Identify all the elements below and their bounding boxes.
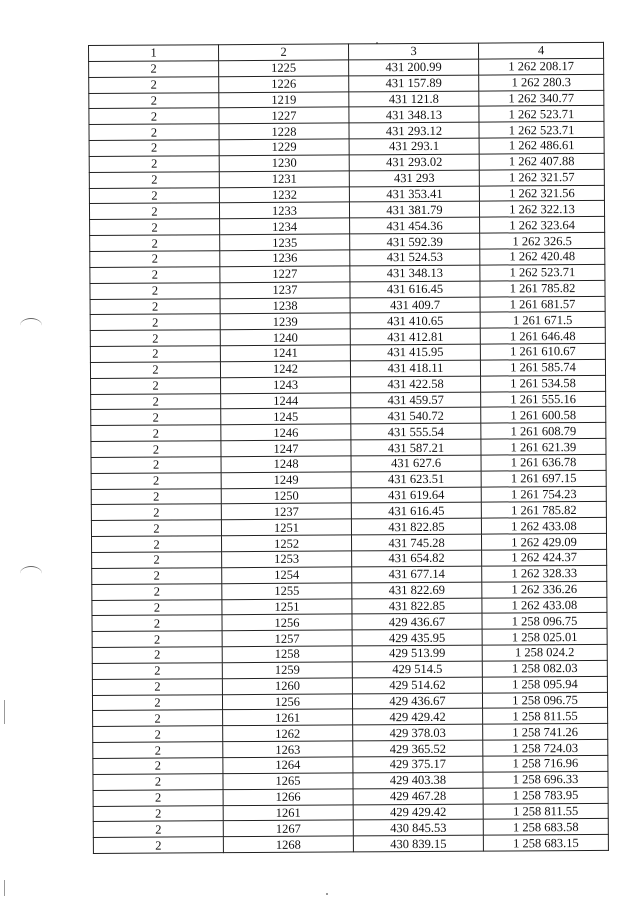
y-coordinate-cell: 1 258 096.75	[482, 692, 607, 709]
section-cell: 2	[90, 330, 220, 347]
point-number-cell: 1227	[220, 266, 350, 283]
point-number-cell: 1253	[222, 551, 352, 568]
x-coordinate-cell: 431 745.28	[351, 534, 481, 551]
point-number-cell: 1234	[220, 218, 350, 235]
x-coordinate-cell: 429 514.62	[352, 677, 482, 694]
y-coordinate-cell: 1 258 683.15	[483, 835, 608, 852]
section-cell: 2	[93, 837, 223, 854]
x-coordinate-cell: 429 514.5	[352, 661, 482, 678]
point-number-cell: 1226	[219, 76, 349, 93]
point-number-cell: 1227	[219, 107, 349, 124]
x-coordinate-cell: 429 375.17	[353, 756, 483, 773]
section-cell: 2	[89, 171, 219, 188]
y-coordinate-cell: 1 261 621.39	[481, 438, 606, 455]
section-cell: 2	[93, 726, 223, 743]
y-coordinate-cell: 1 258 811.55	[483, 803, 608, 820]
point-number-cell: 1264	[223, 757, 353, 774]
section-cell: 2	[89, 92, 219, 109]
y-coordinate-cell: 1 261 600.58	[481, 407, 606, 424]
y-coordinate-cell: 1 262 523.71	[479, 106, 604, 123]
y-coordinate-cell: 1 261 754.23	[481, 486, 606, 503]
point-number-cell: 1267	[223, 820, 353, 837]
x-coordinate-cell: 431 654.82	[352, 550, 482, 567]
x-coordinate-cell: 431 619.64	[351, 487, 481, 504]
x-coordinate-cell: 431 592.39	[350, 233, 480, 250]
y-coordinate-cell: 1 261 585.74	[480, 359, 605, 376]
section-cell: 2	[92, 694, 222, 711]
point-number-cell: 1233	[219, 202, 349, 219]
point-number-cell: 1230	[219, 155, 349, 172]
section-cell: 2	[91, 441, 221, 458]
x-coordinate-cell: 429 429.42	[353, 709, 483, 726]
binding-mark	[4, 880, 5, 896]
section-cell: 2	[93, 758, 223, 775]
y-coordinate-cell: 1 262 420.48	[480, 248, 605, 265]
section-cell: 2	[91, 425, 221, 442]
x-coordinate-cell: 431 422.58	[351, 376, 481, 393]
section-cell: 2	[90, 346, 220, 363]
y-coordinate-cell: 1 261 646.48	[480, 328, 605, 345]
y-coordinate-cell: 1 262 433.08	[482, 597, 607, 614]
section-cell: 2	[93, 805, 223, 822]
point-number-cell: 1265	[223, 773, 353, 790]
y-coordinate-cell: 1 262 322.13	[479, 201, 604, 218]
point-number-cell: 1238	[220, 297, 350, 314]
section-cell: 2	[92, 552, 222, 569]
y-coordinate-cell: 1 258 724.03	[483, 739, 608, 756]
y-coordinate-cell: 1 261 534.58	[481, 375, 606, 392]
point-number-cell: 1229	[219, 139, 349, 156]
y-coordinate-cell: 1 261 785.82	[480, 280, 605, 297]
point-number-cell: 1239	[220, 313, 350, 330]
section-cell: 2	[91, 377, 221, 394]
point-number-cell: 1257	[222, 630, 352, 647]
y-coordinate-cell: 1 262 340.77	[479, 90, 604, 107]
x-coordinate-cell: 431 121.8	[349, 91, 479, 108]
y-coordinate-cell: 1 258 096.75	[482, 613, 607, 630]
section-cell: 2	[91, 393, 221, 410]
point-number-cell: 1247	[221, 440, 351, 457]
point-number-cell: 1228	[219, 123, 349, 140]
point-number-cell: 1248	[221, 456, 351, 473]
section-cell: 2	[89, 76, 219, 93]
section-cell: 2	[92, 678, 222, 695]
y-coordinate-cell: 1 262 323.64	[480, 217, 605, 234]
x-coordinate-cell: 431 409.7	[350, 297, 480, 314]
x-coordinate-cell: 431 587.21	[351, 439, 481, 456]
point-number-cell: 1254	[222, 567, 352, 584]
y-coordinate-cell: 1 262 433.08	[481, 518, 606, 535]
section-cell: 2	[93, 789, 223, 806]
y-coordinate-cell: 1 262 326.5	[480, 232, 605, 249]
point-number-cell: 1256	[222, 693, 352, 710]
column-header-3: 3	[348, 43, 478, 60]
point-number-cell: 1237	[221, 503, 351, 520]
section-cell: 2	[92, 663, 222, 680]
x-coordinate-cell: 431 293.12	[349, 122, 479, 139]
y-coordinate-cell: 1 262 321.56	[479, 185, 604, 202]
column-header-2: 2	[219, 44, 349, 61]
x-coordinate-cell: 431 454.36	[350, 217, 480, 234]
section-cell: 2	[92, 568, 222, 585]
y-coordinate-cell: 1 258 783.95	[483, 787, 608, 804]
x-coordinate-cell: 431 381.79	[349, 202, 479, 219]
y-coordinate-cell: 1 261 681.57	[480, 296, 605, 313]
point-number-cell: 1225	[219, 60, 349, 77]
section-cell: 2	[92, 615, 222, 632]
point-number-cell: 1258	[222, 646, 352, 663]
x-coordinate-cell: 431 627.6	[351, 455, 481, 472]
point-number-cell: 1243	[221, 377, 351, 394]
y-coordinate-cell: 1 258 696.33	[483, 771, 608, 788]
y-coordinate-cell: 1 261 555.16	[481, 391, 606, 408]
x-coordinate-cell: 431 459.57	[351, 392, 481, 409]
y-coordinate-cell: 1 262 280.3	[479, 74, 604, 91]
y-coordinate-cell: 1 258 024.2	[482, 644, 607, 661]
y-coordinate-cell: 1 261 671.5	[480, 312, 605, 329]
y-coordinate-cell: 1 261 610.67	[480, 343, 605, 360]
y-coordinate-cell: 1 261 608.79	[481, 423, 606, 440]
y-coordinate-cell: 1 262 407.88	[479, 153, 604, 170]
x-coordinate-cell: 431 353.41	[349, 186, 479, 203]
section-cell: 2	[91, 520, 221, 537]
x-coordinate-cell: 429 513.99	[352, 645, 482, 662]
x-coordinate-cell: 431 415.95	[350, 344, 480, 361]
y-coordinate-cell: 1 261 785.82	[481, 502, 606, 519]
point-number-cell: 1260	[222, 678, 352, 695]
point-number-cell: 1263	[223, 741, 353, 758]
x-coordinate-cell: 429 436.67	[352, 613, 482, 630]
section-cell: 2	[91, 457, 221, 474]
point-number-cell: 1219	[219, 91, 349, 108]
column-header-4: 4	[478, 42, 603, 59]
y-coordinate-cell: 1 258 741.26	[483, 724, 608, 741]
x-coordinate-cell: 431 293.02	[349, 154, 479, 171]
point-number-cell: 1261	[223, 804, 353, 821]
section-cell: 2	[90, 251, 220, 268]
y-coordinate-cell: 1 262 523.71	[479, 122, 604, 139]
x-coordinate-cell: 431 157.89	[349, 75, 479, 92]
punch-hole-mark	[20, 318, 42, 333]
point-number-cell: 1262	[223, 725, 353, 742]
y-coordinate-cell: 1 262 424.37	[482, 549, 607, 566]
x-coordinate-cell: 429 378.03	[353, 724, 483, 741]
column-header-1: 1	[89, 45, 219, 62]
section-cell: 2	[89, 156, 219, 173]
point-number-cell: 1261	[223, 709, 353, 726]
section-cell: 2	[92, 583, 222, 600]
point-number-cell: 1240	[220, 329, 350, 346]
point-number-cell: 1249	[221, 472, 351, 489]
coordinates-table	[88, 42, 609, 854]
y-coordinate-cell: 1 262 486.61	[479, 137, 604, 154]
point-number-cell: 1255	[222, 583, 352, 600]
point-number-cell: 1244	[221, 392, 351, 409]
x-coordinate-cell: 429 403.38	[353, 772, 483, 789]
point-number-cell: 1246	[221, 424, 351, 441]
point-number-cell: 1245	[221, 408, 351, 425]
y-coordinate-cell: 1 262 328.33	[482, 565, 607, 582]
point-number-cell: 1241	[220, 345, 350, 362]
punch-hole-mark	[20, 566, 42, 581]
x-coordinate-cell: 431 524.53	[350, 249, 480, 266]
section-cell: 2	[92, 536, 222, 553]
section-cell: 2	[89, 140, 219, 157]
y-coordinate-cell: 1 262 523.71	[480, 264, 605, 281]
section-cell: 2	[90, 298, 220, 315]
x-coordinate-cell: 431 293.1	[349, 138, 479, 155]
y-coordinate-cell: 1 258 683.58	[483, 819, 608, 836]
scan-speck	[326, 893, 328, 895]
y-coordinate-cell: 1 262 321.57	[479, 169, 604, 186]
point-number-cell: 1242	[220, 361, 350, 378]
x-coordinate-cell: 431 200.99	[349, 59, 479, 76]
x-coordinate-cell: 431 623.51	[351, 471, 481, 488]
x-coordinate-cell: 431 677.14	[352, 566, 482, 583]
section-cell: 2	[92, 631, 222, 648]
x-coordinate-cell: 429 467.28	[353, 788, 483, 805]
x-coordinate-cell: 430 845.53	[353, 819, 483, 836]
x-coordinate-cell: 431 348.13	[349, 106, 479, 123]
point-number-cell: 1250	[221, 488, 351, 505]
section-cell: 2	[90, 282, 220, 299]
binding-mark	[4, 700, 5, 724]
x-coordinate-cell: 431 822.85	[351, 518, 481, 535]
section-cell: 2	[89, 108, 219, 125]
point-number-cell: 1231	[219, 171, 349, 188]
section-cell: 2	[92, 647, 222, 664]
section-cell: 2	[91, 409, 221, 426]
y-coordinate-cell: 1 258 811.55	[483, 708, 608, 725]
point-number-cell: 1266	[223, 789, 353, 806]
x-coordinate-cell: 430 839.15	[353, 835, 483, 852]
section-cell: 2	[90, 235, 220, 252]
section-cell: 2	[89, 203, 219, 220]
x-coordinate-cell: 429 365.52	[353, 740, 483, 757]
point-number-cell: 1268	[223, 836, 353, 853]
x-coordinate-cell: 431 616.45	[350, 281, 480, 298]
x-coordinate-cell: 431 555.54	[351, 423, 481, 440]
section-cell: 2	[93, 774, 223, 791]
x-coordinate-cell: 431 410.65	[350, 312, 480, 329]
x-coordinate-cell: 429 436.67	[352, 693, 482, 710]
x-coordinate-cell: 429 429.42	[353, 804, 483, 821]
y-coordinate-cell: 1 258 082.03	[482, 660, 607, 677]
point-number-cell: 1235	[220, 234, 350, 251]
y-coordinate-cell: 1 258 095.94	[482, 676, 607, 693]
point-number-cell: 1259	[222, 662, 352, 679]
y-coordinate-cell: 1 261 636.78	[481, 454, 606, 471]
section-cell: 2	[93, 710, 223, 727]
table-body	[89, 58, 609, 853]
section-cell: 2	[89, 124, 219, 141]
table-row	[93, 835, 608, 854]
y-coordinate-cell: 1 258 025.01	[482, 629, 607, 646]
x-coordinate-cell: 431 293	[349, 170, 479, 187]
point-number-cell: 1252	[222, 535, 352, 552]
section-cell: 2	[89, 187, 219, 204]
section-cell: 2	[91, 472, 221, 489]
section-cell: 2	[91, 488, 221, 505]
section-cell: 2	[91, 504, 221, 521]
x-coordinate-cell: 431 822.85	[352, 598, 482, 615]
section-cell: 2	[90, 219, 220, 236]
x-coordinate-cell: 431 822.69	[352, 582, 482, 599]
point-number-cell: 1237	[220, 282, 350, 299]
point-number-cell: 1251	[222, 598, 352, 615]
y-coordinate-cell: 1 262 336.26	[482, 581, 607, 598]
x-coordinate-cell: 431 412.81	[350, 328, 480, 345]
x-coordinate-cell: 431 418.11	[350, 360, 480, 377]
point-number-cell: 1232	[219, 186, 349, 203]
section-cell: 2	[90, 362, 220, 379]
point-number-cell: 1236	[220, 250, 350, 267]
x-coordinate-cell: 431 616.45	[351, 503, 481, 520]
point-number-cell: 1256	[222, 614, 352, 631]
section-cell: 2	[90, 314, 220, 331]
point-number-cell: 1251	[221, 519, 351, 536]
x-coordinate-cell: 429 435.95	[352, 629, 482, 646]
section-cell: 2	[92, 599, 222, 616]
y-coordinate-cell: 1 258 716.96	[483, 755, 608, 772]
y-coordinate-cell: 1 262 208.17	[479, 58, 604, 75]
x-coordinate-cell: 431 540.72	[351, 408, 481, 425]
section-cell: 2	[93, 742, 223, 759]
y-coordinate-cell: 1 262 429.09	[481, 533, 606, 550]
section-cell: 2	[93, 821, 223, 838]
y-coordinate-cell: 1 261 697.15	[481, 470, 606, 487]
x-coordinate-cell: 431 348.13	[350, 265, 480, 282]
section-cell: 2	[89, 61, 219, 78]
section-cell: 2	[90, 267, 220, 284]
